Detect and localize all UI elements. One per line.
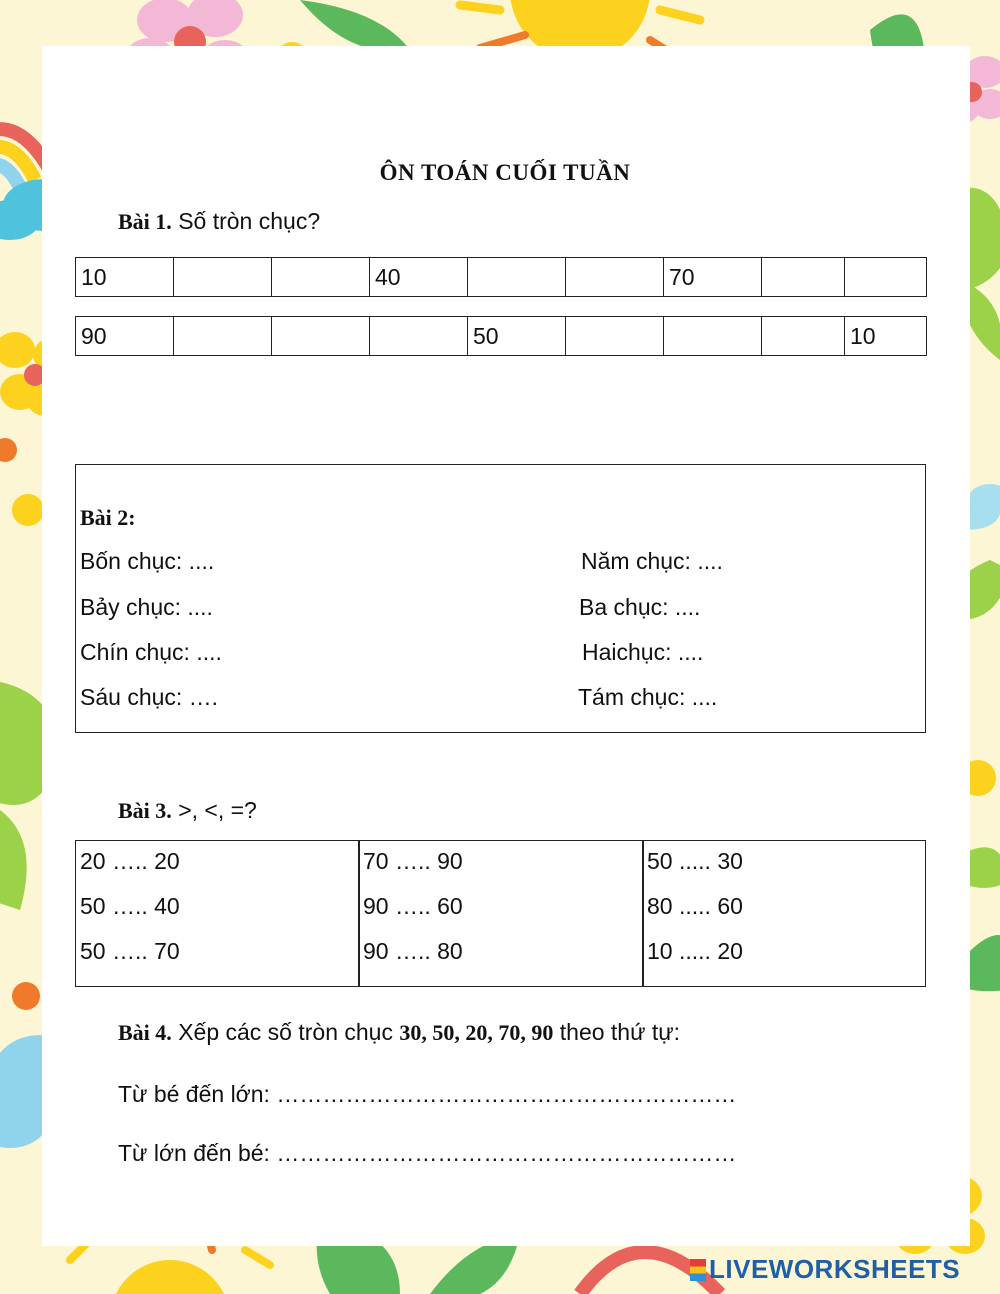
ex2-right-item[interactable]: Năm chục: .... (581, 548, 723, 574)
comparison-item[interactable]: 20 ….. 20 (80, 848, 180, 874)
ex2-left-item[interactable]: Sáu chục: …. (80, 684, 219, 710)
answer-cell[interactable] (174, 258, 272, 297)
answer-cell[interactable] (272, 258, 370, 297)
exercise-1-heading (118, 208, 320, 235)
ex2-left-item[interactable]: Bảy chục: .... (80, 594, 213, 620)
answer-cell[interactable] (762, 317, 845, 356)
exercise-4-prompt-start: Xếp các số tròn chục (178, 1019, 393, 1045)
logo-cube-icon (690, 1259, 706, 1281)
number-cell: 10 (845, 317, 927, 356)
ex2-right-item[interactable]: Tám chục: .... (578, 684, 718, 710)
exercise-4-prompt-end: theo thứ tự: (559, 1019, 681, 1045)
answer-cell[interactable] (566, 317, 664, 356)
descending-order-line[interactable]: Từ lớn đến bé: …………………………………………………… (118, 1140, 737, 1166)
page-title: ÔN TOÁN CUỐI TUẦN (379, 160, 631, 185)
answer-cell[interactable] (174, 317, 272, 356)
column-divider (642, 841, 644, 986)
column-divider (358, 841, 360, 986)
ex2-right-item[interactable]: Ba chục: .... (579, 594, 701, 620)
comparison-item[interactable]: 70 ….. 90 (363, 848, 463, 874)
answer-cell[interactable] (370, 317, 468, 356)
number-cell: 70 (664, 258, 762, 297)
comparison-item[interactable]: 10 ..... 20 (647, 938, 743, 964)
exercise-4-label: Bài 4. (118, 1020, 172, 1045)
comparison-item[interactable]: 50 ….. 70 (80, 938, 180, 964)
exercise-3-prompt: >, <, =? (178, 797, 257, 823)
ex2-left-item[interactable]: Bốn chục: .... (80, 548, 215, 574)
exercise-3-heading (118, 797, 257, 824)
exercise-3-label: Bài 3. (118, 798, 172, 823)
answer-cell[interactable] (468, 258, 566, 297)
exercise-1-label: Bài 1. (118, 209, 172, 234)
comparison-item[interactable]: 50 ..... 30 (647, 848, 743, 874)
number-cell: 40 (370, 258, 468, 297)
liveworksheets-logo (690, 1254, 960, 1285)
exercise-4-numbers: 30, 50, 20, 70, 90 (399, 1020, 554, 1045)
comparison-item[interactable]: 90 ….. 60 (363, 893, 463, 919)
exercise-4-heading (118, 1019, 680, 1046)
answer-cell[interactable] (272, 317, 370, 356)
ex2-right-item[interactable]: Haichục: .... (582, 639, 704, 665)
exercise-1-prompt: Số tròn chục? (178, 208, 321, 234)
exercise-1-row-2 (75, 316, 927, 356)
comparison-item[interactable]: 50 ….. 40 (80, 893, 180, 919)
ascending-order-line[interactable]: Từ bé đến lớn: …………………………………………………… (118, 1081, 737, 1107)
exercise-2-label: Bài 2: (80, 505, 136, 530)
answer-cell[interactable] (664, 317, 762, 356)
exercise-3-table (75, 840, 926, 987)
number-cell: 10 (76, 258, 174, 297)
answer-cell[interactable] (566, 258, 664, 297)
ex2-left-item[interactable]: Chín chục: .... (80, 639, 222, 665)
comparison-item[interactable]: 90 ….. 80 (363, 938, 463, 964)
logo-text: LIVEWORKSHEETS (709, 1254, 961, 1284)
exercise-1-row-1 (75, 257, 927, 297)
number-cell: 50 (468, 317, 566, 356)
answer-cell[interactable] (845, 258, 927, 297)
number-cell: 90 (76, 317, 174, 356)
comparison-item[interactable]: 80 ..... 60 (647, 893, 743, 919)
answer-cell[interactable] (762, 258, 845, 297)
